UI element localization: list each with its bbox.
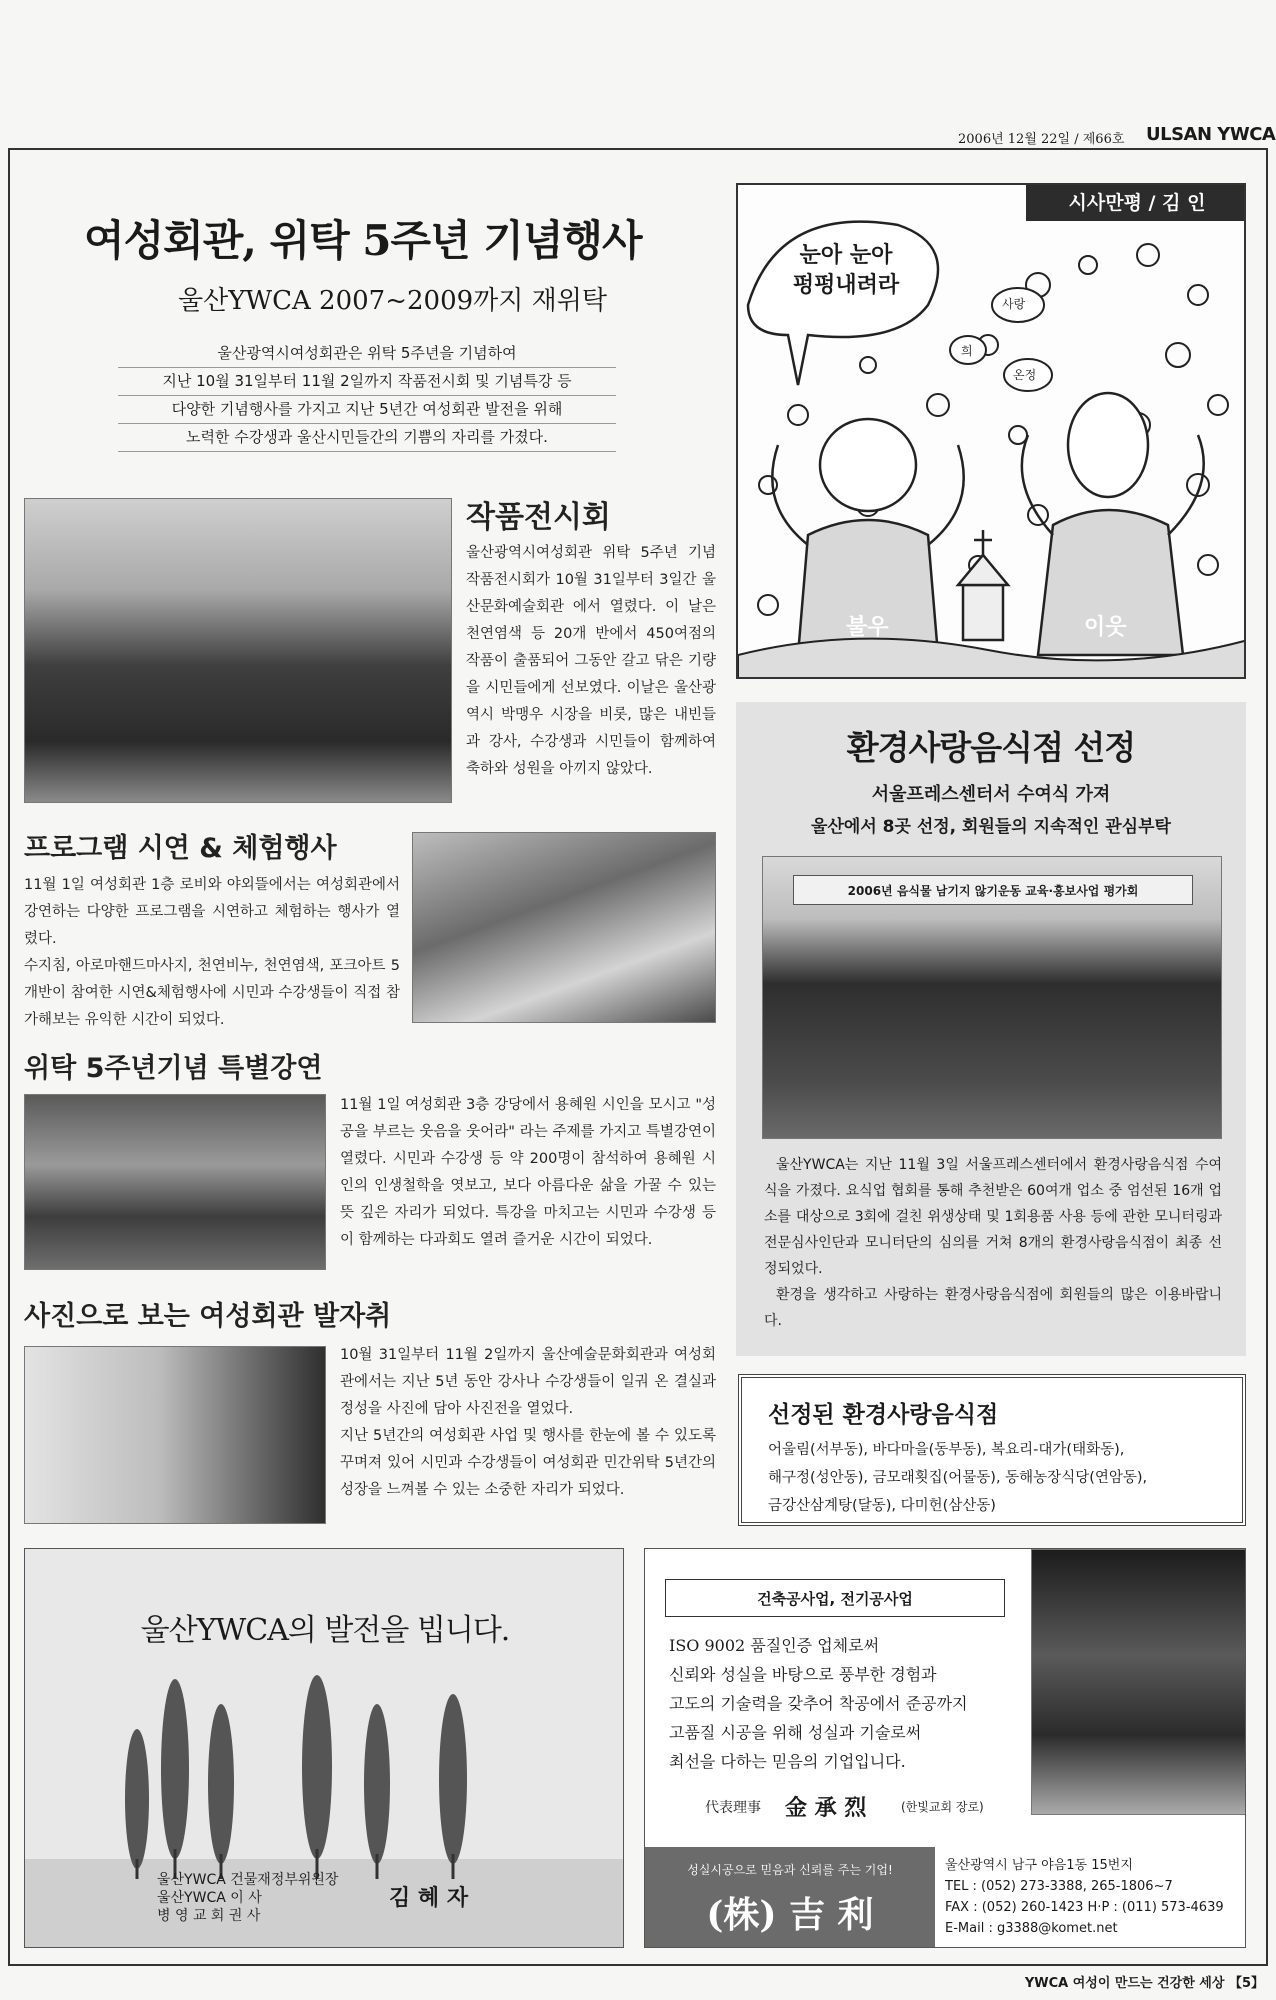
ceo-label: 代表理事: [705, 1800, 761, 1816]
program-body-2: 수지침, 아로마핸드마사지, 천연비누, 천연염색, 포크아트 5개반이 참여한 시연&체험행사에 시민과 수강생들이 직접 참가해보는 유익한 시간이 되었다.: [24, 958, 400, 1028]
selected-line: 어울림(서부동), 바다마을(동부동), 복요리-대가(태화동),: [768, 1442, 1125, 1458]
exhibition-body: 울산광역시여성회관 위탁 5주년 기념 작품전시회가 10월 31일부터 3일간 울산문화예술회관 에서 열렸다. 이 날은 천연염색 등 20개 반에서 450여점의 작품이 출품되어 그동안 갈고 닦은 기량을 시민들에게 선보였다. 이날은 울산광역시 박맹우 시장을 비롯, 많은 내빈들과 강사, 수강생과 시민들이 함께하여 축하와 성원을 아끼지 않았다.: [466, 545, 716, 777]
ad-left-sign: [157, 1871, 338, 1925]
lead-line: 지난 10월 31일부터 11월 2일까지 작품전시회 및 기념특강 등: [118, 368, 616, 396]
issue-date: 2006년 12월 22일 / 제66호: [958, 132, 1125, 147]
selected-line: 금강산삼계탕(달동), 다미헌(삼산동): [768, 1498, 996, 1514]
ceo-name: 金 承 烈: [785, 1795, 867, 1821]
page-footer: YWCA 여성이 만드는 건강한 세상 【5】: [1024, 1976, 1264, 1991]
ad-left-name: 김 혜 자: [389, 1885, 469, 1911]
left-character-label: 불우: [846, 615, 889, 640]
green-restaurant-title: 환경사랑음식점 선정: [846, 728, 1136, 767]
green-restaurant-subtitle-1: 서울프레스센터서 수여식 가져: [871, 784, 1111, 805]
brand-logo: ULSAN YWCA: [1146, 124, 1276, 145]
sign-line: 병 영 교 회 권 사: [157, 1908, 261, 1924]
right-character-label: 이웃: [1084, 615, 1127, 640]
green-restaurant-subtitle-2: 울산에서 8곳 선정, 회원들의 지속적인 관심부탁: [811, 817, 1171, 837]
award-ceremony-photo: [762, 856, 1222, 1139]
selected-restaurants-box: [738, 1374, 1246, 1526]
selected-list: [768, 1436, 1147, 1520]
lead-line: 다양한 기념행사를 가지고 지난 5년간 여성회관 발전을 위해: [118, 396, 616, 424]
exhibition-title: 작품전시회: [466, 500, 611, 535]
photo-banner: 2006년 음식물 남기지 않기운동 교육·홍보사업 평가회: [793, 875, 1193, 905]
ceo-note: (한빛교회 장로): [901, 1800, 984, 1814]
snow-word: 희: [961, 344, 973, 358]
selected-line: 해구정(성안동), 금모래횟집(어물동), 동해농장식당(연암동),: [768, 1470, 1148, 1486]
company-email: E-Mail : g3388@komet.net: [945, 1921, 1118, 1936]
speech-line: 펑펑내려라: [792, 273, 900, 298]
company-name: (株) 吉 利: [706, 1894, 874, 1936]
photo-exhibit-body-1: 10월 31일부터 11월 2일까지 울산예술문화회관과 여성회관에서는 지난 5년 동안 강사나 수강생들이 일궈 온 결실과 정성을 사진에 담아 사진전을 열었다.: [340, 1347, 716, 1417]
lead-line: 울산광역시여성회관은 위탁 5주년을 기념하여: [118, 340, 616, 368]
green-restaurant-body-1: 울산YWCA는 지난 11월 3일 서울프레스센터에서 환경사랑음식점 수여식을 가졌다. 요식업 협회를 통해 추천받은 60여개 업소 중 엄선된 16개 업소를 대상으로 3회에 걸친 위생상태 및 1회용품 사용 등에 관한 모니터링과 전문심사인단과 모니터단의 심의를 거쳐 8개의 환경사랑음식점이 최종 선정되었다.: [764, 1157, 1222, 1277]
ad-line: 신뢰와 성실을 바탕으로 풍부한 경험과: [669, 1665, 937, 1684]
company-contact: [945, 1855, 1224, 1939]
selected-title: 선정된 환경사랑음식점: [768, 1402, 999, 1428]
lead-line: 노력한 수강생과 울산시민들간의 기쁨의 자리를 가졌다.: [118, 424, 616, 452]
program-title: 프로그램 시연 & 체험행사: [24, 833, 337, 864]
main-lead: [118, 340, 616, 452]
ad-line: 고도의 기술력을 갖추어 착공에서 준공까지: [669, 1694, 968, 1713]
company-slogan: 성실시공으로 믿음과 신뢰를 주는 기업!: [687, 1863, 893, 1877]
ad-right-lines: [669, 1631, 968, 1776]
lecture-body: 11월 1일 여성회관 3층 강당에서 용혜원 시인을 모시고 "성공을 부르는 웃음을 웃어라" 라는 주제를 가지고 특별강연이 열렸다. 시민과 수강생 등 약 200명이 참석하여 용혜원 시인의 인생철학을 엿보고, 보다 아름다운 삶을 가꿀 수 있는 뜻 깊은 자리가 되었다. 특강을 마치고는 시민과 수강생 등이 함께하는 다과회도 열려 즐거운 시간이 되었다.: [340, 1097, 716, 1248]
program-body-1: 11월 1일 여성회관 1층 로비와 야외뜰에서는 여성회관에서 강연하는 다양한 프로그램을 시연하고 체험하는 행사가 열렸다.: [24, 877, 400, 947]
sign-line: 울산YWCA 이 사: [157, 1890, 262, 1906]
green-restaurant-body-2: 환경을 생각하고 사랑하는 환경사랑음식점에 회원들의 많은 이용바랍니다.: [764, 1287, 1222, 1329]
company-tel: TEL : (052) 273-3388, 265-1806~7: [945, 1879, 1173, 1894]
cartoon-panel: [736, 183, 1246, 679]
sponsor-ad-right: [644, 1548, 1246, 1948]
main-subtitle: 울산YWCA 2007~2009까지 재위탁: [178, 286, 608, 316]
lecture-photo: [24, 1094, 326, 1270]
photo-exhibit-title: 사진으로 보는 여성회관 발자취: [24, 1301, 392, 1332]
sponsor-ad-left: [24, 1548, 624, 1948]
main-headline: 여성회관, 위탁 5주년 기념행사: [84, 216, 642, 265]
ad-right-business: 건축공사업, 전기공사업: [665, 1579, 1005, 1617]
sign-line: 울산YWCA 건물재정부위원장: [157, 1872, 339, 1888]
company-banner: [645, 1847, 935, 1948]
program-photo: [412, 832, 716, 1023]
photo-exhibit-body-2: 지난 5년간의 여성회관 사업 및 행사를 한눈에 볼 수 있도록 꾸며져 있어 시민과 수강생들이 여성회관 민간위탁 5년간의 성장을 느껴볼 수 있는 소중한 자리가 되었다.: [340, 1428, 716, 1498]
construction-site-photo: [1031, 1549, 1246, 1815]
company-address: 울산광역시 남구 야음1동 15번지: [945, 1858, 1133, 1873]
ad-left-title: 울산YWCA의 발전을 빕니다.: [140, 1613, 510, 1648]
ad-line: 고품질 시공을 위해 성실과 기술로써: [669, 1723, 922, 1742]
snow-word: 사랑: [1002, 297, 1026, 311]
photo-exhibit-photo: [24, 1346, 326, 1524]
company-fax: FAX : (052) 260-1423 H·P : (011) 573-4639: [945, 1900, 1224, 1915]
cartoon-speech: [766, 241, 926, 301]
snow-word: 온정: [1013, 368, 1037, 382]
ad-line: 최선을 다하는 믿음의 기업입니다.: [669, 1752, 906, 1771]
cartoon-label: 시사만평 / 김 인: [1026, 185, 1246, 221]
ad-line: ISO 9002 품질인증 업체로써: [669, 1636, 880, 1655]
ribbon-cutting-photo: [24, 498, 452, 803]
lecture-title: 위탁 5주년기념 특별강연: [24, 1053, 323, 1084]
speech-line: 눈아 눈아: [799, 243, 893, 268]
